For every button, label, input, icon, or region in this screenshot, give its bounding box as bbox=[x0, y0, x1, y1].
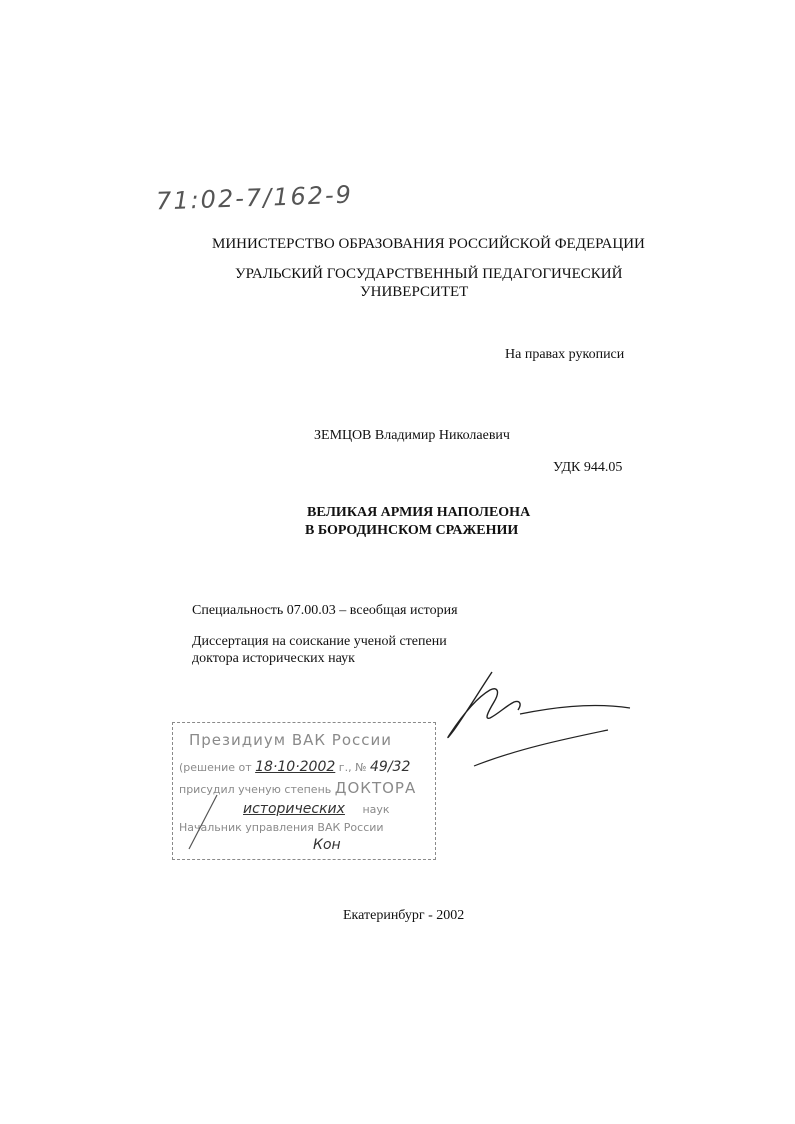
university-line2: УНИВЕРСИТЕТ bbox=[360, 284, 469, 300]
stamp-decision-prefix: (решение от bbox=[179, 761, 252, 774]
place-year: Екатеринбург - 2002 bbox=[343, 908, 465, 923]
title-line1: ВЕЛИКАЯ АРМИЯ НАПОЛЕОНА bbox=[307, 505, 531, 520]
dissertation-line1: Диссертация на соискание ученой степени bbox=[192, 634, 447, 649]
dissertation-line2: доктора исторических наук bbox=[192, 651, 355, 666]
archive-code: 71:02-7/162-9 bbox=[155, 180, 354, 216]
stamp-field-row bbox=[243, 801, 390, 817]
stamp-decision-date: 18·10·2002 bbox=[255, 759, 336, 775]
stamp-chief-label: Начальник управления ВАК России bbox=[179, 821, 384, 834]
manuscript-rights: На правах рукописи bbox=[505, 347, 625, 362]
stamp-decision-row bbox=[179, 759, 410, 775]
ministry-heading: МИНИСТЕРСТВО ОБРАЗОВАНИЯ РОССИЙСКОЙ ФЕДЕРАЦИИ bbox=[212, 236, 645, 252]
stamp-degree-value: ДОКТОРА bbox=[334, 779, 417, 797]
title-line2: В БОРОДИНСКОМ СРАЖЕНИИ bbox=[305, 523, 519, 538]
university-line1: УРАЛЬСКИЙ ГОСУДАРСТВЕННЫЙ ПЕДАГОГИЧЕСКИЙ bbox=[235, 266, 623, 282]
udk-code: УДК 944.05 bbox=[553, 460, 623, 475]
stamp-diagonal-stroke bbox=[183, 793, 223, 853]
stamp-degree-prefix: присудил ученую степень bbox=[179, 783, 332, 796]
specialty: Специальность 07.00.03 – всеобщая история bbox=[192, 603, 458, 618]
stamp-chief-signature: Кон bbox=[313, 837, 341, 853]
vak-stamp bbox=[172, 722, 436, 860]
stamp-field-value: исторических bbox=[243, 801, 345, 817]
stamp-header: Президиум ВАК России bbox=[189, 731, 393, 749]
stamp-decision-mid: г., № bbox=[338, 761, 367, 774]
author-name: ЗЕМЦОВ Владимир Николаевич bbox=[314, 428, 510, 443]
stamp-field-suffix: наук bbox=[362, 803, 390, 816]
author-signature bbox=[440, 668, 640, 773]
stamp-decision-number: 49/32 bbox=[370, 759, 411, 775]
